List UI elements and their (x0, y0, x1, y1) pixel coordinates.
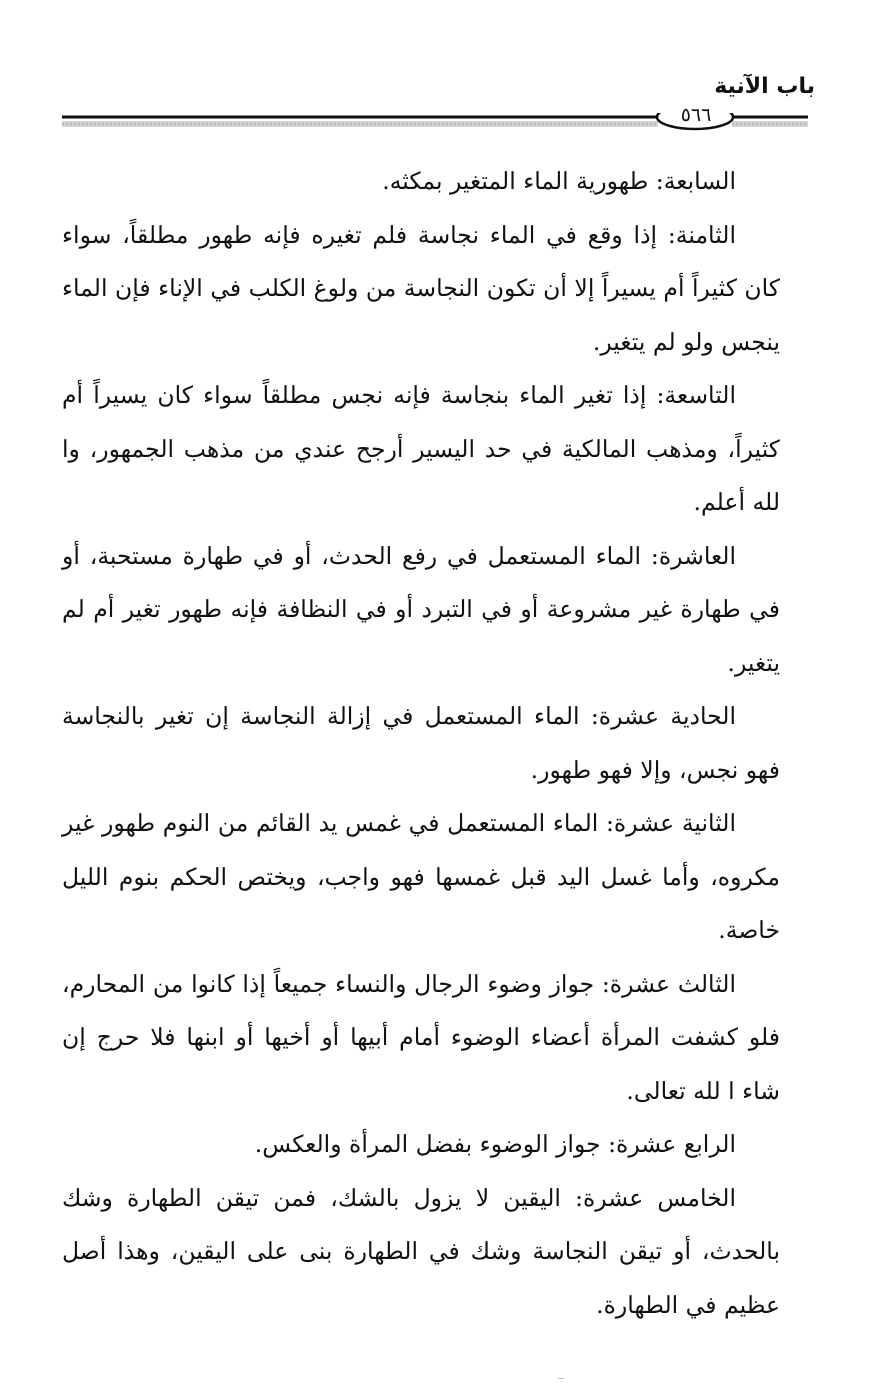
paragraph-9: التاسعة: إذا تغير الماء بنجاسة فإنه نجس مطلقاً سواء كان يسيراً أم كثيراً، ومذهب المالكية في حد اليسير أرجح عندي من مذهب الجمهور، وا لله أعلم. (62, 381, 780, 516)
paragraph-14: الرابع عشرة: جواز الوضوء بفضل المرأة والعكس. (254, 1130, 736, 1158)
scan-mark (558, 1378, 564, 1379)
paragraph-10: العاشرة: الماء المستعمل في رفع الحدث، أو في طهارة مستحبة، أو في طهارة غير مشروعة أو في التبرد أو في النظافة فإنه طهور تغير أم لم يتغير. (62, 541, 780, 677)
chapter-title: باب الآنية (714, 74, 815, 99)
paragraph-12: الثانية عشرة: الماء المستعمل في غمس يد القائم من النوم طهور غير مكروه، وأما غسل اليد قبل غمسها فهو واجب، ويختص الحكم بنوم الليل خاصة. (62, 809, 780, 944)
paragraph-11: الحادية عشرة: الماء المستعمل في إزالة النجاسة إن تغير بالنجاسة فهو نجس، وإلا فهو طهور. (62, 702, 780, 784)
page-header (60, 70, 815, 130)
page-number: ٥٦٦ (680, 104, 712, 126)
paragraph-15: الخامس عشرة: اليقين لا يزول بالشك، فمن تيقن الطهارة وشك بالحدث، أو تيقن النجاسة وشك في الطهارة بنى على اليقين، وهذا أصل عظيم في الطهارة. (62, 1183, 780, 1319)
paragraph-7: السابعة: طهورية الماء المتغير بمكثه. (382, 167, 736, 195)
paragraph-8: الثامنة: إذا وقع في الماء نجاسة فلم تغيره فإنه طهور مطلقاً، سواء كان كثيراً أم يسيراً إلا أن تكون النجاسة من ولوغ الكلب في الإناء فإن الماء ينجس ولو لم يتغير. (62, 220, 780, 356)
main-text (62, 155, 780, 1332)
paragraph-13: الثالث عشرة: جواز وضوء الرجال والنساء جميعاً إذا كانوا من المحارم، فلو كشفت المرأة أعضاء الوضوء أمام أبيها أو أخيها أو ابنها فلا حرج إن شاء ا لله تعالى. (62, 969, 780, 1105)
